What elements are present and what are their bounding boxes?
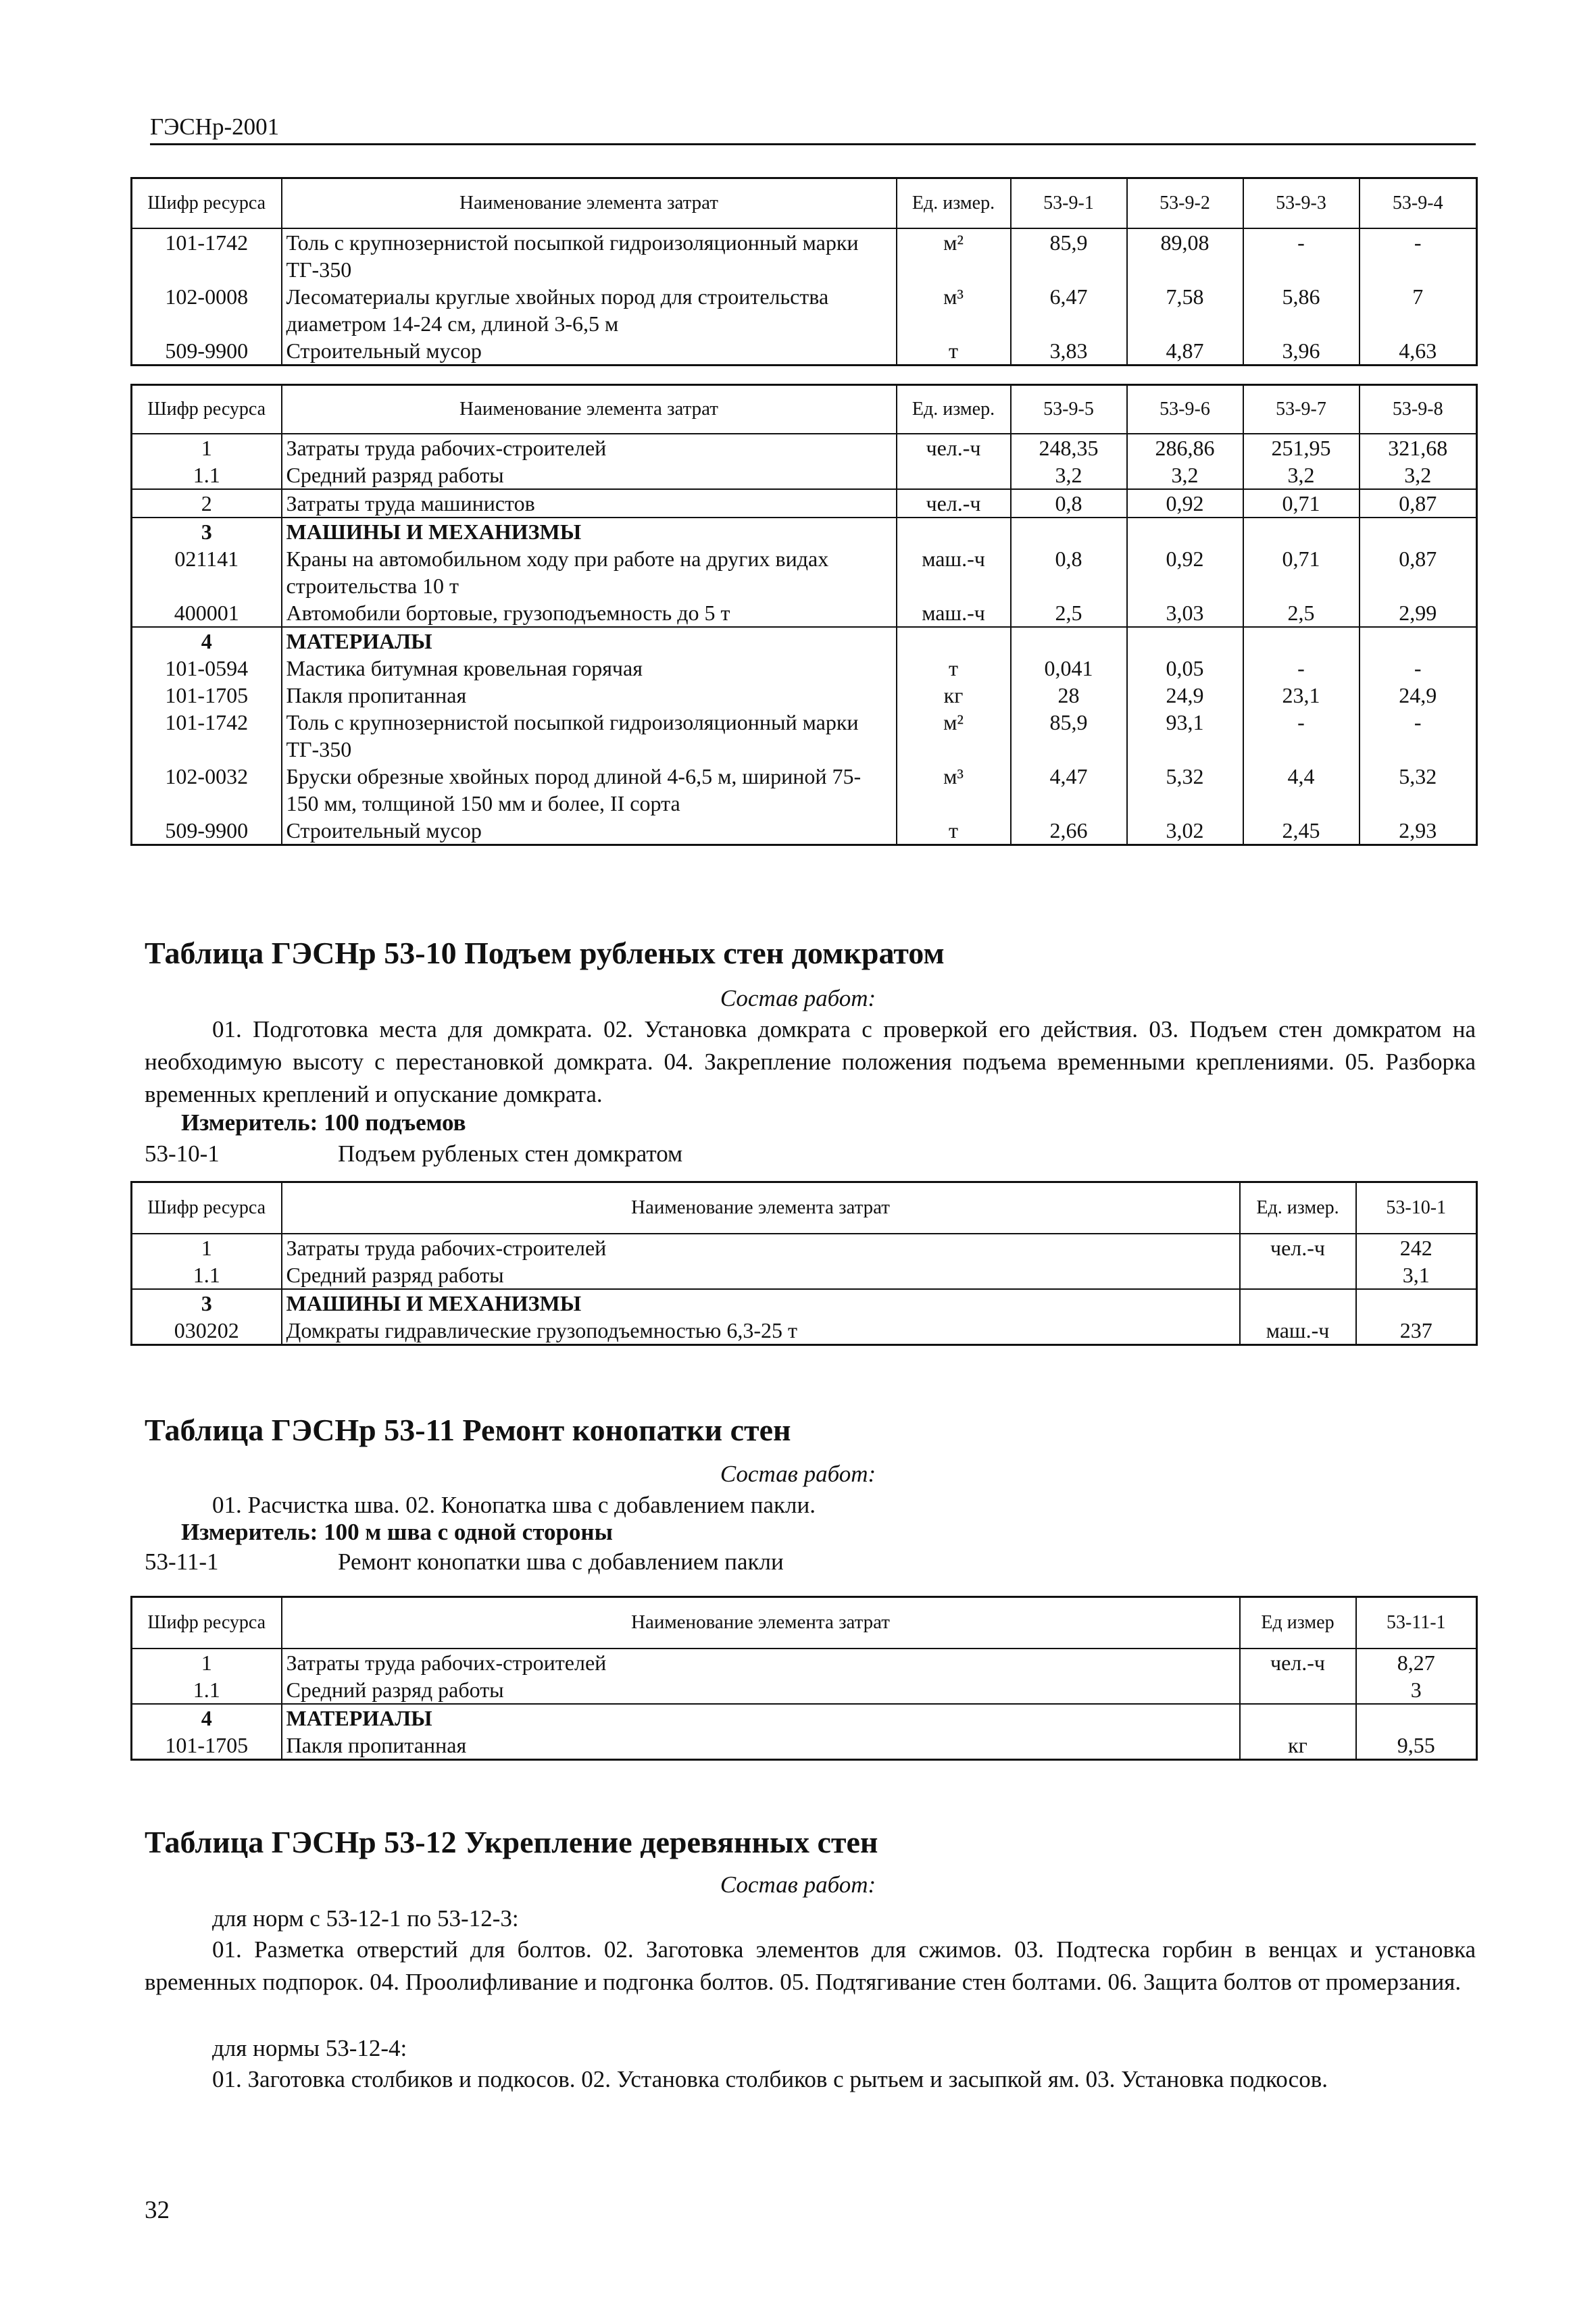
column-header-name: Наименование элемента затрат	[282, 385, 897, 434]
resource-unit: т	[897, 817, 1011, 845]
table-section-row	[132, 627, 1477, 655]
resource-name: Затраты труда рабочих-строителей	[282, 1649, 1240, 1676]
resource-code: 509-9900	[132, 817, 282, 845]
resource-name: Затраты труда рабочих-строителей	[282, 1234, 1240, 1261]
resource-code: 030202	[132, 1317, 282, 1345]
norm-value: 2,45	[1243, 817, 1360, 845]
resource-unit: т	[897, 655, 1011, 682]
norm-value: 0,71	[1243, 489, 1360, 518]
resource-code: 509-9900	[132, 337, 282, 366]
resource-unit: т	[897, 337, 1011, 366]
table-section-row	[132, 1704, 1477, 1732]
norm-value: 89,08	[1127, 228, 1243, 283]
resource-name: Толь с крупнозернистой посыпкой гидроизоляционный марки ТГ-350	[282, 228, 897, 283]
norm-value: 2,5	[1243, 599, 1360, 627]
running-header: ГЭСНр-2001	[150, 114, 1476, 145]
resource-name: Лесоматериалы круглые хвойных пород для строительства диаметром 14-24 см, длиной 3-6,5 м	[282, 283, 897, 337]
column-header-norm: 53-9-5	[1011, 385, 1127, 434]
column-header-unit: Ед. измер.	[897, 385, 1011, 434]
resource-unit	[1240, 1289, 1356, 1317]
section-code: 4	[132, 627, 282, 655]
norm-value	[1243, 627, 1360, 655]
table-row	[132, 763, 1477, 817]
norm-value: 3,2	[1011, 461, 1127, 489]
table-row	[132, 489, 1477, 518]
norm-value: 5,86	[1243, 283, 1360, 337]
section-name: МАТЕРИАЛЫ	[282, 627, 897, 655]
column-header-code: Шифр ресурса	[132, 1182, 282, 1234]
norm-value: 3,83	[1011, 337, 1127, 366]
resource-code: 1	[132, 434, 282, 461]
norm-name: Подъем рубленых стен домкратом	[338, 1140, 683, 1167]
norm-value: -	[1360, 655, 1477, 682]
norm-code: 53-10-1	[145, 1140, 220, 1167]
resource-name: Средний разряд работы	[282, 461, 897, 489]
norm-code: 53-11-1	[145, 1549, 219, 1575]
resource-unit: м³	[897, 283, 1011, 337]
resource-unit	[897, 461, 1011, 489]
norm-value: 248,35	[1011, 434, 1127, 461]
norm-value	[1356, 1704, 1477, 1732]
table-row	[132, 337, 1477, 366]
resource-table-53-9-part-a	[130, 177, 1478, 366]
measure-unit: Измеритель: 100 подъемов	[181, 1109, 466, 1136]
column-header-norm: 53-9-7	[1243, 385, 1360, 434]
norm-value: -	[1243, 709, 1360, 763]
norm-value: 0,8	[1011, 545, 1127, 599]
norm-value: 3,1	[1356, 1261, 1477, 1289]
table-row	[132, 1261, 1477, 1289]
resource-name: Пакля пропитанная	[282, 682, 897, 709]
resource-name: Средний разряд работы	[282, 1261, 1240, 1289]
table-row	[132, 283, 1477, 337]
resource-table-53-9-part-b	[130, 384, 1478, 846]
norm-value: -	[1360, 709, 1477, 763]
column-header-name: Наименование элемента затрат	[282, 1182, 1240, 1234]
column-header-norm: 53-9-3	[1243, 178, 1360, 228]
resource-code: 1.1	[132, 1676, 282, 1704]
norm-value: 28	[1011, 682, 1127, 709]
norm-value: 3,2	[1360, 461, 1477, 489]
norm-value	[1360, 518, 1477, 545]
resource-unit: м²	[897, 709, 1011, 763]
resource-code: 101-1705	[132, 1732, 282, 1760]
resource-unit: кг	[897, 682, 1011, 709]
norm-value: 3,02	[1127, 817, 1243, 845]
resource-name: Толь с крупнозернистой посыпкой гидроизоляционный марки ТГ-350	[282, 709, 897, 763]
table-section-row	[132, 518, 1477, 545]
section-code: 4	[132, 1704, 282, 1732]
norm-value: 4,47	[1011, 763, 1127, 817]
column-header-norm: 53-9-4	[1360, 178, 1477, 228]
norm-value: 3	[1356, 1676, 1477, 1704]
resource-unit: чел.-ч	[1240, 1649, 1356, 1676]
norm-value	[1127, 518, 1243, 545]
norm-value: 85,9	[1011, 228, 1127, 283]
resource-code: 1.1	[132, 461, 282, 489]
table-row	[132, 709, 1477, 763]
norm-value: -	[1243, 655, 1360, 682]
norm-value: 6,47	[1011, 283, 1127, 337]
table-row	[132, 1676, 1477, 1704]
resource-table-53-10	[130, 1181, 1478, 1346]
column-header-code: Шифр ресурса	[132, 1597, 282, 1649]
column-header-unit: Ед. измер.	[1240, 1182, 1356, 1234]
column-header-norm: 53-11-1	[1356, 1597, 1477, 1649]
table-section-row	[132, 1289, 1477, 1317]
norm-range-intro: для норм с 53-12-1 по 53-12-3:	[212, 1905, 519, 1932]
norm-value	[1011, 627, 1127, 655]
norm-value: 5,32	[1127, 763, 1243, 817]
norm-value: 242	[1356, 1234, 1477, 1261]
work-composition-text: 01. Подготовка места для домкрата. 02. Установка домкрата с проверкой его действия. 03. Подъем стен домкратом на необходимую высоту с перестановкой домкрата. 04. Закрепление положения подъема временными креплениями. 05. Разборка временных креплений и опускание домкрата.	[145, 1016, 1476, 1107]
norm-value: 4,87	[1127, 337, 1243, 366]
norm-value	[1356, 1289, 1477, 1317]
norm-value: 0,041	[1011, 655, 1127, 682]
resource-name: Пакля пропитанная	[282, 1732, 1240, 1760]
resource-code: 1	[132, 1234, 282, 1261]
table-row	[132, 434, 1477, 461]
resource-code: 102-0032	[132, 763, 282, 817]
norm-range-intro: для нормы 53-12-4:	[212, 2035, 407, 2061]
resource-code: 1.1	[132, 1261, 282, 1289]
norm-value: 251,95	[1243, 434, 1360, 461]
resource-name: Домкраты гидравлические грузоподъемностью 6,3-25 т	[282, 1317, 1240, 1345]
norm-value: 3,2	[1127, 461, 1243, 489]
norm-value: 3,03	[1127, 599, 1243, 627]
column-header-name: Наименование элемента затрат	[282, 1597, 1240, 1649]
work-composition-text: 01. Расчистка шва. 02. Конопатка шва с добавлением пакли.	[212, 1492, 816, 1518]
resource-unit	[1240, 1704, 1356, 1732]
norm-name: Ремонт конопатки шва с добавлением пакли	[338, 1549, 784, 1575]
norm-value: 237	[1356, 1317, 1477, 1345]
resource-code: 101-1742	[132, 709, 282, 763]
norm-value: 4,63	[1360, 337, 1477, 366]
norm-value: 286,86	[1127, 434, 1243, 461]
norm-value: 0,92	[1127, 489, 1243, 518]
resource-unit	[1240, 1261, 1356, 1289]
resource-code: 1	[132, 1649, 282, 1676]
norm-value: 2,5	[1011, 599, 1127, 627]
resource-unit: чел.-ч	[897, 434, 1011, 461]
norm-value: 24,9	[1360, 682, 1477, 709]
resource-unit	[897, 518, 1011, 545]
resource-unit: кг	[1240, 1732, 1356, 1760]
resource-code: 400001	[132, 599, 282, 627]
norm-value: 0,71	[1243, 545, 1360, 599]
norm-value: 0,05	[1127, 655, 1243, 682]
resource-name: Строительный мусор	[282, 337, 897, 366]
table-row	[132, 1732, 1477, 1760]
column-header-name: Наименование элемента затрат	[282, 178, 897, 228]
column-header-norm: 53-9-6	[1127, 385, 1243, 434]
table-row	[132, 1234, 1477, 1261]
resource-code: 101-1742	[132, 228, 282, 283]
section-code: 3	[132, 1289, 282, 1317]
resource-code: 2	[132, 489, 282, 518]
norm-value	[1360, 627, 1477, 655]
section-title-53-11: Таблица ГЭСНр 53-11 Ремонт конопатки стен	[145, 1413, 791, 1447]
resource-name: Средний разряд работы	[282, 1676, 1240, 1704]
work-composition-caption: Состав работ:	[720, 1871, 876, 1898]
section-name: МАШИНЫ И МЕХАНИЗМЫ	[282, 1289, 1240, 1317]
section-title-53-12: Таблица ГЭСНр 53-12 Укрепление деревянных стен	[145, 1825, 878, 1859]
resource-name: Мастика битумная кровельная горячая	[282, 655, 897, 682]
norm-value: 5,32	[1360, 763, 1477, 817]
norm-value: 8,27	[1356, 1649, 1477, 1676]
resource-name: Автомобили бортовые, грузоподъемность до 5 т	[282, 599, 897, 627]
page-number: 32	[145, 2196, 170, 2224]
table-row	[132, 682, 1477, 709]
column-header-unit: Ед измер	[1240, 1597, 1356, 1649]
table-row	[132, 461, 1477, 489]
norm-value: 7,58	[1127, 283, 1243, 337]
norm-value: 93,1	[1127, 709, 1243, 763]
column-header-code: Шифр ресурса	[132, 385, 282, 434]
norm-value: 2,93	[1360, 817, 1477, 845]
norm-value: 0,87	[1360, 489, 1477, 518]
norm-value: 3,96	[1243, 337, 1360, 366]
column-header-norm: 53-9-8	[1360, 385, 1477, 434]
norm-value: 85,9	[1011, 709, 1127, 763]
norm-value: -	[1360, 228, 1477, 283]
norm-value: 321,68	[1360, 434, 1477, 461]
column-header-norm: 53-9-1	[1011, 178, 1127, 228]
norm-value	[1127, 627, 1243, 655]
norm-value: 23,1	[1243, 682, 1360, 709]
section-code: 3	[132, 518, 282, 545]
resource-code: 101-0594	[132, 655, 282, 682]
norm-value: 0,92	[1127, 545, 1243, 599]
norm-value: 0,87	[1360, 545, 1477, 599]
resource-unit: маш.-ч	[897, 545, 1011, 599]
norm-value: 4,4	[1243, 763, 1360, 817]
resource-name: Краны на автомобильном ходу при работе на других видах строительства 10 т	[282, 545, 897, 599]
column-header-norm: 53-9-2	[1127, 178, 1243, 228]
work-composition-caption: Состав работ:	[720, 1461, 876, 1487]
table-row	[132, 599, 1477, 627]
column-header-code: Шифр ресурса	[132, 178, 282, 228]
column-header-norm: 53-10-1	[1356, 1182, 1477, 1234]
resource-unit: маш.-ч	[1240, 1317, 1356, 1345]
norm-value: 9,55	[1356, 1732, 1477, 1760]
work-composition-text: 01. Заготовка столбиков и подкосов. 02. Установка столбиков с рытьем и засыпкой ям. 03. Установка подкосов.	[212, 2066, 1328, 2092]
table-row	[132, 817, 1477, 845]
resource-unit	[897, 627, 1011, 655]
norm-value: 3,2	[1243, 461, 1360, 489]
norm-value	[1243, 518, 1360, 545]
table-row	[132, 545, 1477, 599]
resource-name: Затраты труда машинистов	[282, 489, 897, 518]
resource-name: Строительный мусор	[282, 817, 897, 845]
resource-unit: м²	[897, 228, 1011, 283]
resource-unit: м³	[897, 763, 1011, 817]
norm-value: 24,9	[1127, 682, 1243, 709]
resource-code: 021141	[132, 545, 282, 599]
section-name: МАШИНЫ И МЕХАНИЗМЫ	[282, 518, 897, 545]
resource-unit: чел.-ч	[1240, 1234, 1356, 1261]
resource-table-53-11	[130, 1596, 1478, 1761]
section-title-53-10: Таблица ГЭСНр 53-10 Подъем рубленых стен домкратом	[145, 936, 945, 970]
norm-value: 2,99	[1360, 599, 1477, 627]
norm-value: 0,8	[1011, 489, 1127, 518]
resource-unit	[1240, 1676, 1356, 1704]
resource-name: Затраты труда рабочих-строителей	[282, 434, 897, 461]
table-row	[132, 1649, 1477, 1676]
work-composition-text: 01. Разметка отверстий для болтов. 02. Заготовка элементов для сжимов. 03. Подтеска горбин в венцах и установка временных подпорок. 04. Проолифливание и подгонка болтов. 05. Подтягивание стен болтами. 06. Защита болтов от промерзания.	[145, 1936, 1476, 1995]
section-name: МАТЕРИАЛЫ	[282, 1704, 1240, 1732]
table-row	[132, 655, 1477, 682]
resource-unit: маш.-ч	[897, 599, 1011, 627]
resource-name: Бруски обрезные хвойных пород длиной 4-6,5 м, шириной 75-150 мм, толщиной 150 мм и более, II сорта	[282, 763, 897, 817]
norm-value: -	[1243, 228, 1360, 283]
norm-value: 7	[1360, 283, 1477, 337]
table-row	[132, 228, 1477, 283]
resource-code: 102-0008	[132, 283, 282, 337]
resource-unit: чел.-ч	[897, 489, 1011, 518]
column-header-unit: Ед. измер.	[897, 178, 1011, 228]
resource-code: 101-1705	[132, 682, 282, 709]
table-row	[132, 1317, 1477, 1345]
measure-unit: Измеритель: 100 м шва с одной стороны	[181, 1519, 613, 1545]
work-composition-caption: Состав работ:	[720, 985, 876, 1011]
norm-value	[1011, 518, 1127, 545]
norm-value: 2,66	[1011, 817, 1127, 845]
